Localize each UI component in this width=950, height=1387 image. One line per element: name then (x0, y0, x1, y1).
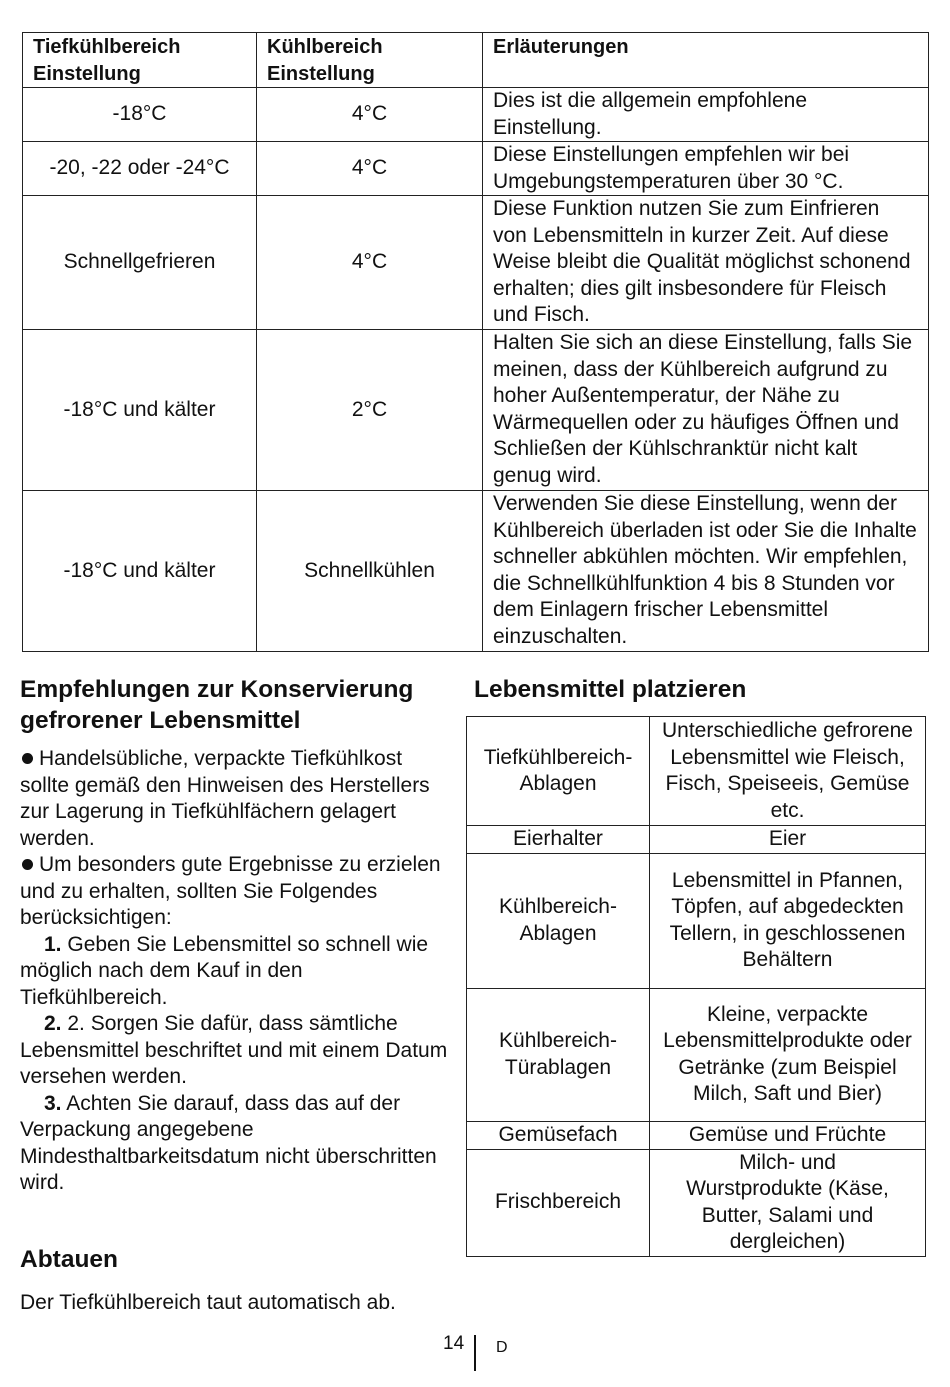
header-freezer: Tiefkühlbereich Einstellung (23, 33, 257, 88)
placement-location: Frischbereich (467, 1149, 650, 1256)
bullet-icon (22, 859, 33, 870)
fridge-setting: 4°C (257, 196, 483, 330)
step-number: 2. (44, 1012, 62, 1035)
settings-row (23, 142, 929, 196)
step-item (20, 1091, 450, 1197)
header-notes: Erläuterungen (483, 33, 929, 88)
step-item (20, 932, 450, 1012)
placement-location: Kühlbereich-Ablagen (467, 853, 650, 988)
footer-divider (474, 1335, 476, 1371)
defrost-text: Der Tiefkühlbereich taut automatisch ab. (20, 1291, 396, 1314)
settings-row (23, 330, 929, 491)
settings-row (23, 491, 929, 652)
placement-row (467, 826, 926, 854)
setting-note: Halten Sie sich an diese Einstellung, falls Sie meinen, dass der Kühlbereich aufgrund zu hoher Außentemperatur, der Nähe zu Wärmequellen oder zu häufiges Öffnen und Schließen der Kühlschranktür nicht kalt genug wird. (483, 330, 929, 491)
placement-row (467, 1149, 926, 1256)
fridge-setting: 4°C (257, 88, 483, 142)
page-number: 14 (443, 1333, 465, 1354)
step-item (20, 1011, 450, 1091)
defrost-title: Abtauen (20, 1246, 118, 1273)
bullet-item (20, 852, 450, 932)
freezer-setting: Schnellgefrieren (23, 196, 257, 330)
step-text: 2. Sorgen Sie dafür, dass sämtliche Lebensmittel beschriftet und mit einem Datum versehen werden. (20, 1012, 448, 1088)
placement-title: Lebensmittel platzieren (474, 676, 747, 703)
header-fridge: Kühlbereich Einstellung (257, 33, 483, 88)
bullet-icon (22, 753, 33, 764)
step-text: Geben Sie Lebensmittel so schnell wie möglich nach dem Kauf in den Tiefkühlbereich. (20, 932, 429, 1009)
placement-table (466, 716, 926, 1257)
step-number: 1. (44, 932, 62, 956)
setting-note: Verwenden Sie diese Einstellung, wenn der Kühlbereich überladen ist oder Sie die Inhalte schneller abkühlen möchten. Wir empfehlen, die Schnellkühlfunktion 4 bis 8 Stunden vor dem Einlagern frischer Lebensmittel einzuschalten. (483, 491, 929, 652)
settings-table (22, 32, 929, 652)
setting-note: Dies ist die allgemein empfohlene Einstellung. (483, 88, 929, 142)
fridge-setting: 2°C (257, 330, 483, 491)
freezer-setting: -18°C und kälter (23, 491, 257, 652)
placement-food: Eier (650, 826, 926, 854)
placement-location: Gemüsefach (467, 1121, 650, 1149)
placement-food: Lebensmittel in Pfannen, Töpfen, auf abgedeckten Tellern, in geschlossenen Behältern (650, 853, 926, 988)
setting-note: Diese Funktion nutzen Sie zum Einfrieren von Lebensmitteln in kurzer Zeit. Auf diese Weise bleibt die Qualität möglichst schonend erhalten; dies gilt insbesondere für Fleisch und Fisch. (483, 196, 929, 330)
placement-row (467, 988, 926, 1121)
fridge-setting: Schnellkühlen (257, 491, 483, 652)
placement-food: Milch- und Wurstprodukte (Käse, Butter, Salami und dergleichen) (650, 1149, 926, 1256)
step-text: Achten Sie darauf, dass das auf der Verpackung angegebene Mindesthaltbarkeitsdatum nicht überschritten wird. (20, 1091, 437, 1194)
freezer-setting: -18°C (23, 88, 257, 142)
settings-row (23, 88, 929, 142)
recommendations-section (20, 674, 450, 1197)
freezer-setting: -20, -22 oder -24°C (23, 142, 257, 196)
bullet-item (20, 746, 450, 852)
placement-row (467, 853, 926, 988)
setting-note: Diese Einstellungen empfehlen wir bei Umgebungstemperaturen über 30 °C. (483, 142, 929, 196)
placement-food: Unterschiedliche gefrorene Lebensmittel wie Fleisch, Fisch, Speiseeis, Gemüse etc. (650, 717, 926, 826)
step-number: 3. (44, 1091, 62, 1115)
placement-row (467, 1121, 926, 1149)
placement-food: Gemüse und Früchte (650, 1121, 926, 1149)
placement-location: Kühlbereich-Türablagen (467, 988, 650, 1121)
language-code: D (496, 1339, 508, 1356)
freezer-setting: -18°C und kälter (23, 330, 257, 491)
placement-row (467, 717, 926, 826)
settings-header-row (23, 33, 929, 88)
fridge-setting: 4°C (257, 142, 483, 196)
placement-location: Eierhalter (467, 826, 650, 854)
settings-row (23, 196, 929, 330)
placement-food: Kleine, verpackte Lebensmittelprodukte oder Getränke (zum Beispiel Milch, Saft und Bier) (650, 988, 926, 1121)
bullet-text: Um besonders gute Ergebnisse zu erzielen und zu erhalten, sollten Sie Folgendes berücksichtigen: (20, 853, 441, 929)
recommendations-title: Empfehlungen zur Konservierung gefrorener Lebensmittel (20, 676, 414, 734)
page-footer (0, 1333, 950, 1373)
bullet-text: Handelsübliche, verpackte Tiefkühlkost sollte gemäß den Hinweisen des Herstellers zur Lagerung in Tiefkühlfächern gelagert werden. (20, 747, 430, 850)
placement-location: Tiefkühlbereich-Ablagen (467, 717, 650, 826)
